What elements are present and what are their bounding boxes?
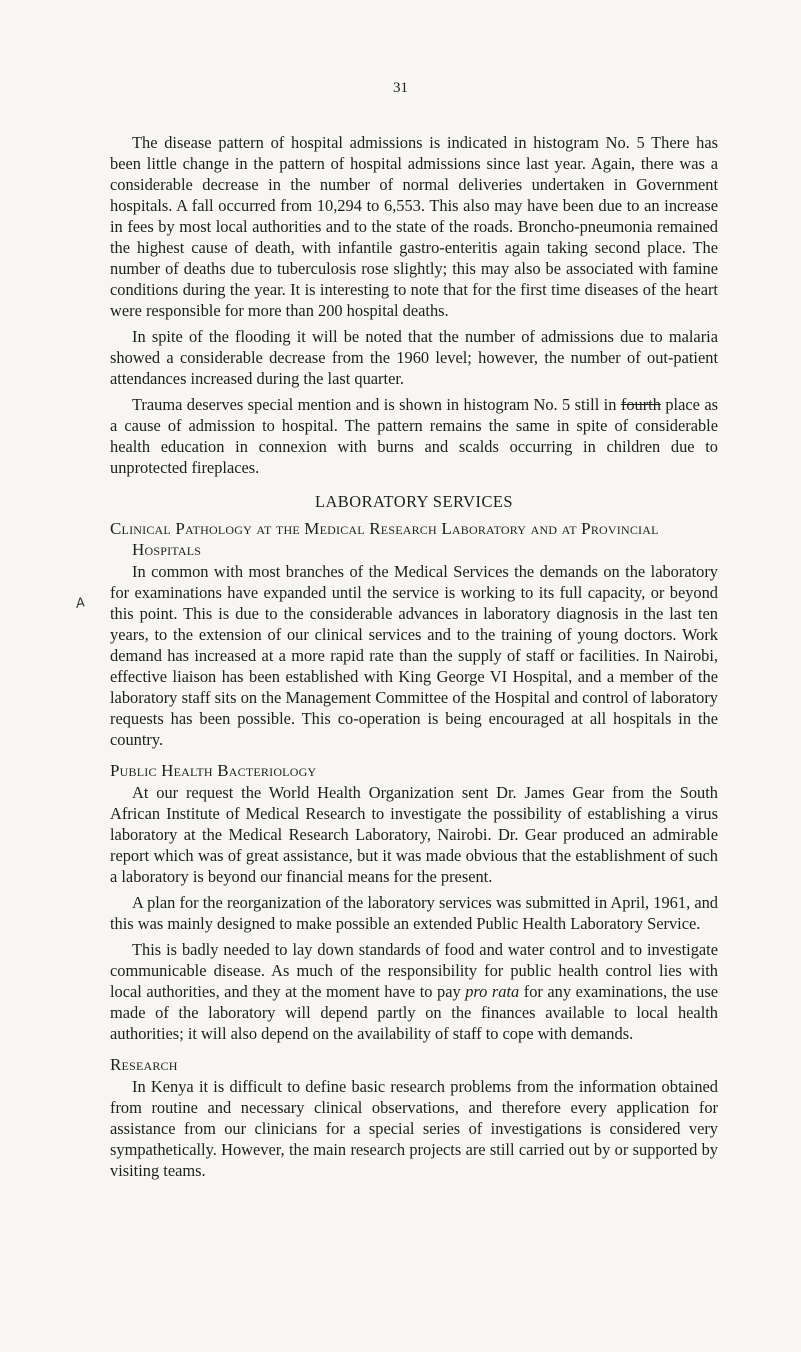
heading-clinical-line1: Clinical Pathology at the Medical Research Laboratory and at Provincial (110, 519, 659, 538)
heading-laboratory-services: LABORATORY SERVICES (314, 492, 514, 511)
page-content (110, 132, 718, 1181)
paragraph-who-request: At our request the World Health Organization sent Dr. James Gear from the South African Institute of Medical Research to investigate the possibility of establishing a virus laboratory at the Medical Research Laboratory, Nairobi. Dr. Gear produced an admirable report which was of great assistance, but it was made obvious that the establishment of such a laboratory is beyond our financial means for the present. (110, 783, 718, 886)
paragraph-reorganization: A plan for the reorganization of the laboratory services was submitted in April, 1961, and this was mainly designed to make possible an extended Public Health Laboratory Service. (110, 893, 718, 933)
standards-text-after: for any examinations, the use made of the laboratory will depend partly on the finances available to local health authorities; it will also depend on the availability of staff to cope with demands. (110, 982, 718, 1043)
paragraph-standards (110, 939, 718, 1044)
trauma-text-after: place as a cause of admission to hospital. The pattern remains the same in spite of considerable health education in connexion with burns and scalds occurring in children due to unprotected fireplaces. (110, 395, 718, 477)
pro-rata-italic: pro rata (465, 982, 520, 1001)
page-number: 31 (393, 80, 408, 96)
paragraph-research: In Kenya it is difficult to define basic research problems from the information obtained from routine and necessary clinical observations, and therefore every application for assistance from our clinicians for a special series of investigations is considered very sympathetically. However, the main research projects are still carried out by or supported by visiting teams. (110, 1077, 718, 1180)
heading-clinical-line2: Hospitals (132, 540, 202, 559)
struck-word: fourth (620, 395, 661, 414)
heading-research: Research (110, 1055, 178, 1074)
standards-text-before: This is badly needed to lay down standards of food and water control and to investigate communicable disease. As much of the responsibility for public health control lies with local authorities, and they at the moment have to pay (110, 940, 718, 1001)
paragraph-clinical: In common with most branches of the Medical Services the demands on the laboratory for examinations have expanded until the service is working to its full capacity, or beyond this point. This is due to the considerable advances in laboratory diagnosis in the last ten years, to the extension of our clinical services and to the training of young doctors. Work demand has increased at a more rapid rate than the supply of staff or facilities. In Nairobi, effective liaison has been established with King George VI Hospital, and a member of the laboratory staff sits on the Management Committee of the Hospital and control of laboratory requests has been possible. This co-operation is being encouraged at all hospitals in the country. (110, 562, 718, 749)
trauma-text-before: Trauma deserves special mention and is shown in histogram No. 5 still in (132, 395, 621, 414)
paragraph-disease-pattern: The disease pattern of hospital admissions is indicated in histogram No. 5 There has been little change in the pattern of hospital admissions since last year. Again, there was a considerable decrease in the number of normal deliveries undertaken in Government hospitals. A fall occurred from 10,294 to 6,553. This also may have been due to an increase in fees by most local authorities and to the state of the roads. Broncho-pneumonia remained the highest cause of death, with infantile gastro-enteritis again taking second place. The number of deaths due to tuberculosis rose slightly; this may also be associated with famine conditions during the year. It is interesting to note that for the first time diseases of the heart were responsible for more than 200 hospital deaths. (110, 133, 718, 320)
margin-note: A (74, 595, 87, 612)
paragraph-trauma (110, 394, 718, 478)
paragraph-malaria: In spite of the flooding it will be noted that the number of admissions due to malaria showed a considerable decrease from the 1960 level; however, the number of out-patient attendances increased during the last quarter. (110, 327, 718, 388)
heading-clinical-pathology (110, 518, 718, 560)
heading-public-health-bacteriology: Public Health Bacteriology (110, 761, 317, 780)
